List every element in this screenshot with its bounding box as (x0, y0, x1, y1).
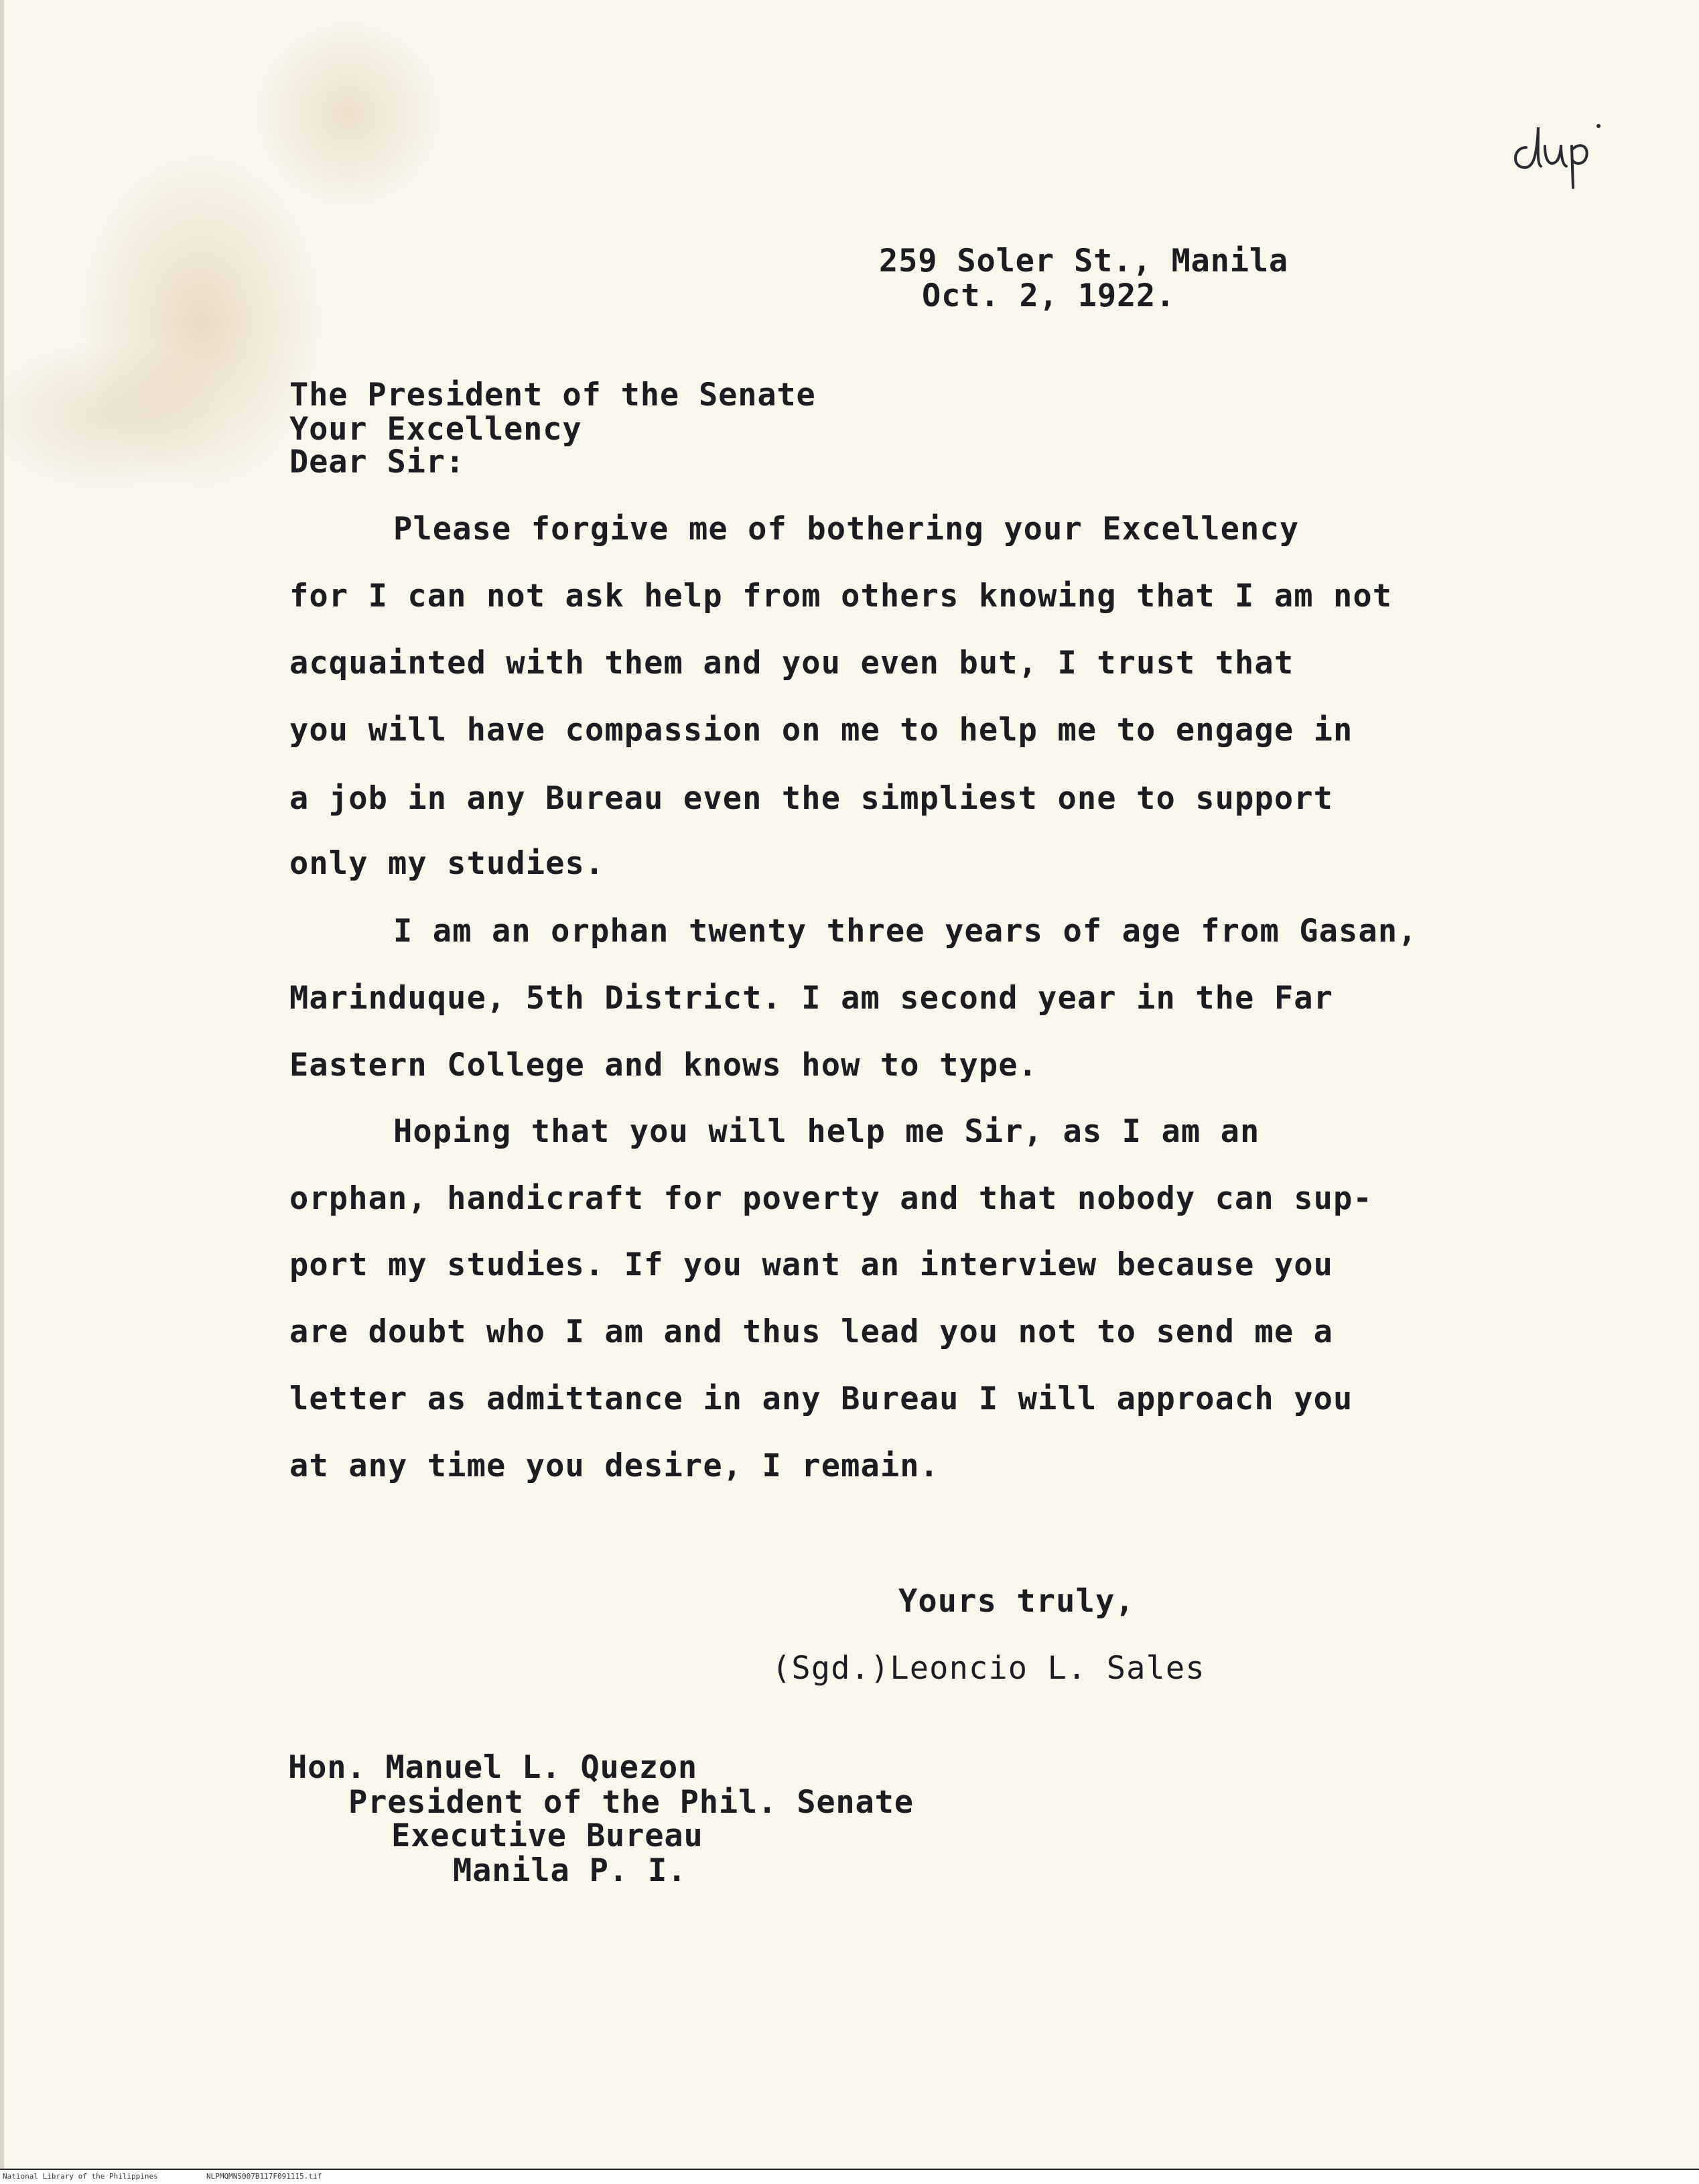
body-line: port my studies. If you want an interview because you (289, 1246, 1334, 1283)
body-line: only my studies. (289, 845, 605, 882)
letter-date: Oct. 2, 1922. (922, 277, 1176, 314)
signature: (Sgd.)Leoncio L. Sales (772, 1650, 1205, 1687)
body-line: are doubt who I am and thus lead you not to send me a (289, 1313, 1334, 1350)
body-line: Please forgive me of bothering your Excellency (393, 511, 1300, 548)
handwritten-annotation-dup (1506, 101, 1613, 194)
footer-file-id: NLPMQMNS007B117F091115.tif (206, 2172, 322, 2181)
body-line: acquainted with them and you even but, I trust that (289, 645, 1294, 682)
body-line: you will have compassion on me to help me to engage in (289, 712, 1353, 749)
body-line: Hoping that you will help me Sir, as I am an (393, 1113, 1260, 1150)
recipient-line-1: Hon. Manuel L. Quezon (288, 1749, 698, 1786)
salutation-line-2: Your Excellency (289, 411, 582, 448)
paper-edge (0, 0, 4, 2183)
body-line: orphan, handicraft for poverty and that nobody can sup- (289, 1180, 1373, 1217)
body-line: I am an orphan twenty three years of age from Gasan, (393, 913, 1418, 950)
body-line: a job in any Bureau even the simpliest one to support (289, 780, 1334, 817)
salutation-line-3: Dear Sir: (289, 444, 465, 480)
recipient-line-2: President of the Phil. Senate (348, 1784, 914, 1821)
sender-address: 259 Soler St., Manila (879, 243, 1289, 279)
body-line: at any time you desire, I remain. (289, 1448, 940, 1484)
closing: Yours truly, (898, 1583, 1135, 1620)
recipient-line-4: Manila P. I. (453, 1852, 687, 1889)
body-line: Marinduque, 5th District. I am second year in the Far (289, 980, 1334, 1017)
recipient-line-3: Executive Bureau (391, 1817, 703, 1854)
body-line: Eastern College and knows how to type. (289, 1047, 1038, 1084)
footer-archive: National Library of the Philippines (3, 2172, 158, 2181)
body-line: for I can not ask help from others knowing that I am not (289, 578, 1393, 615)
body-line: letter as admittance in any Bureau I will approach you (289, 1380, 1353, 1417)
salutation-line-1: The President of the Senate (289, 377, 816, 413)
